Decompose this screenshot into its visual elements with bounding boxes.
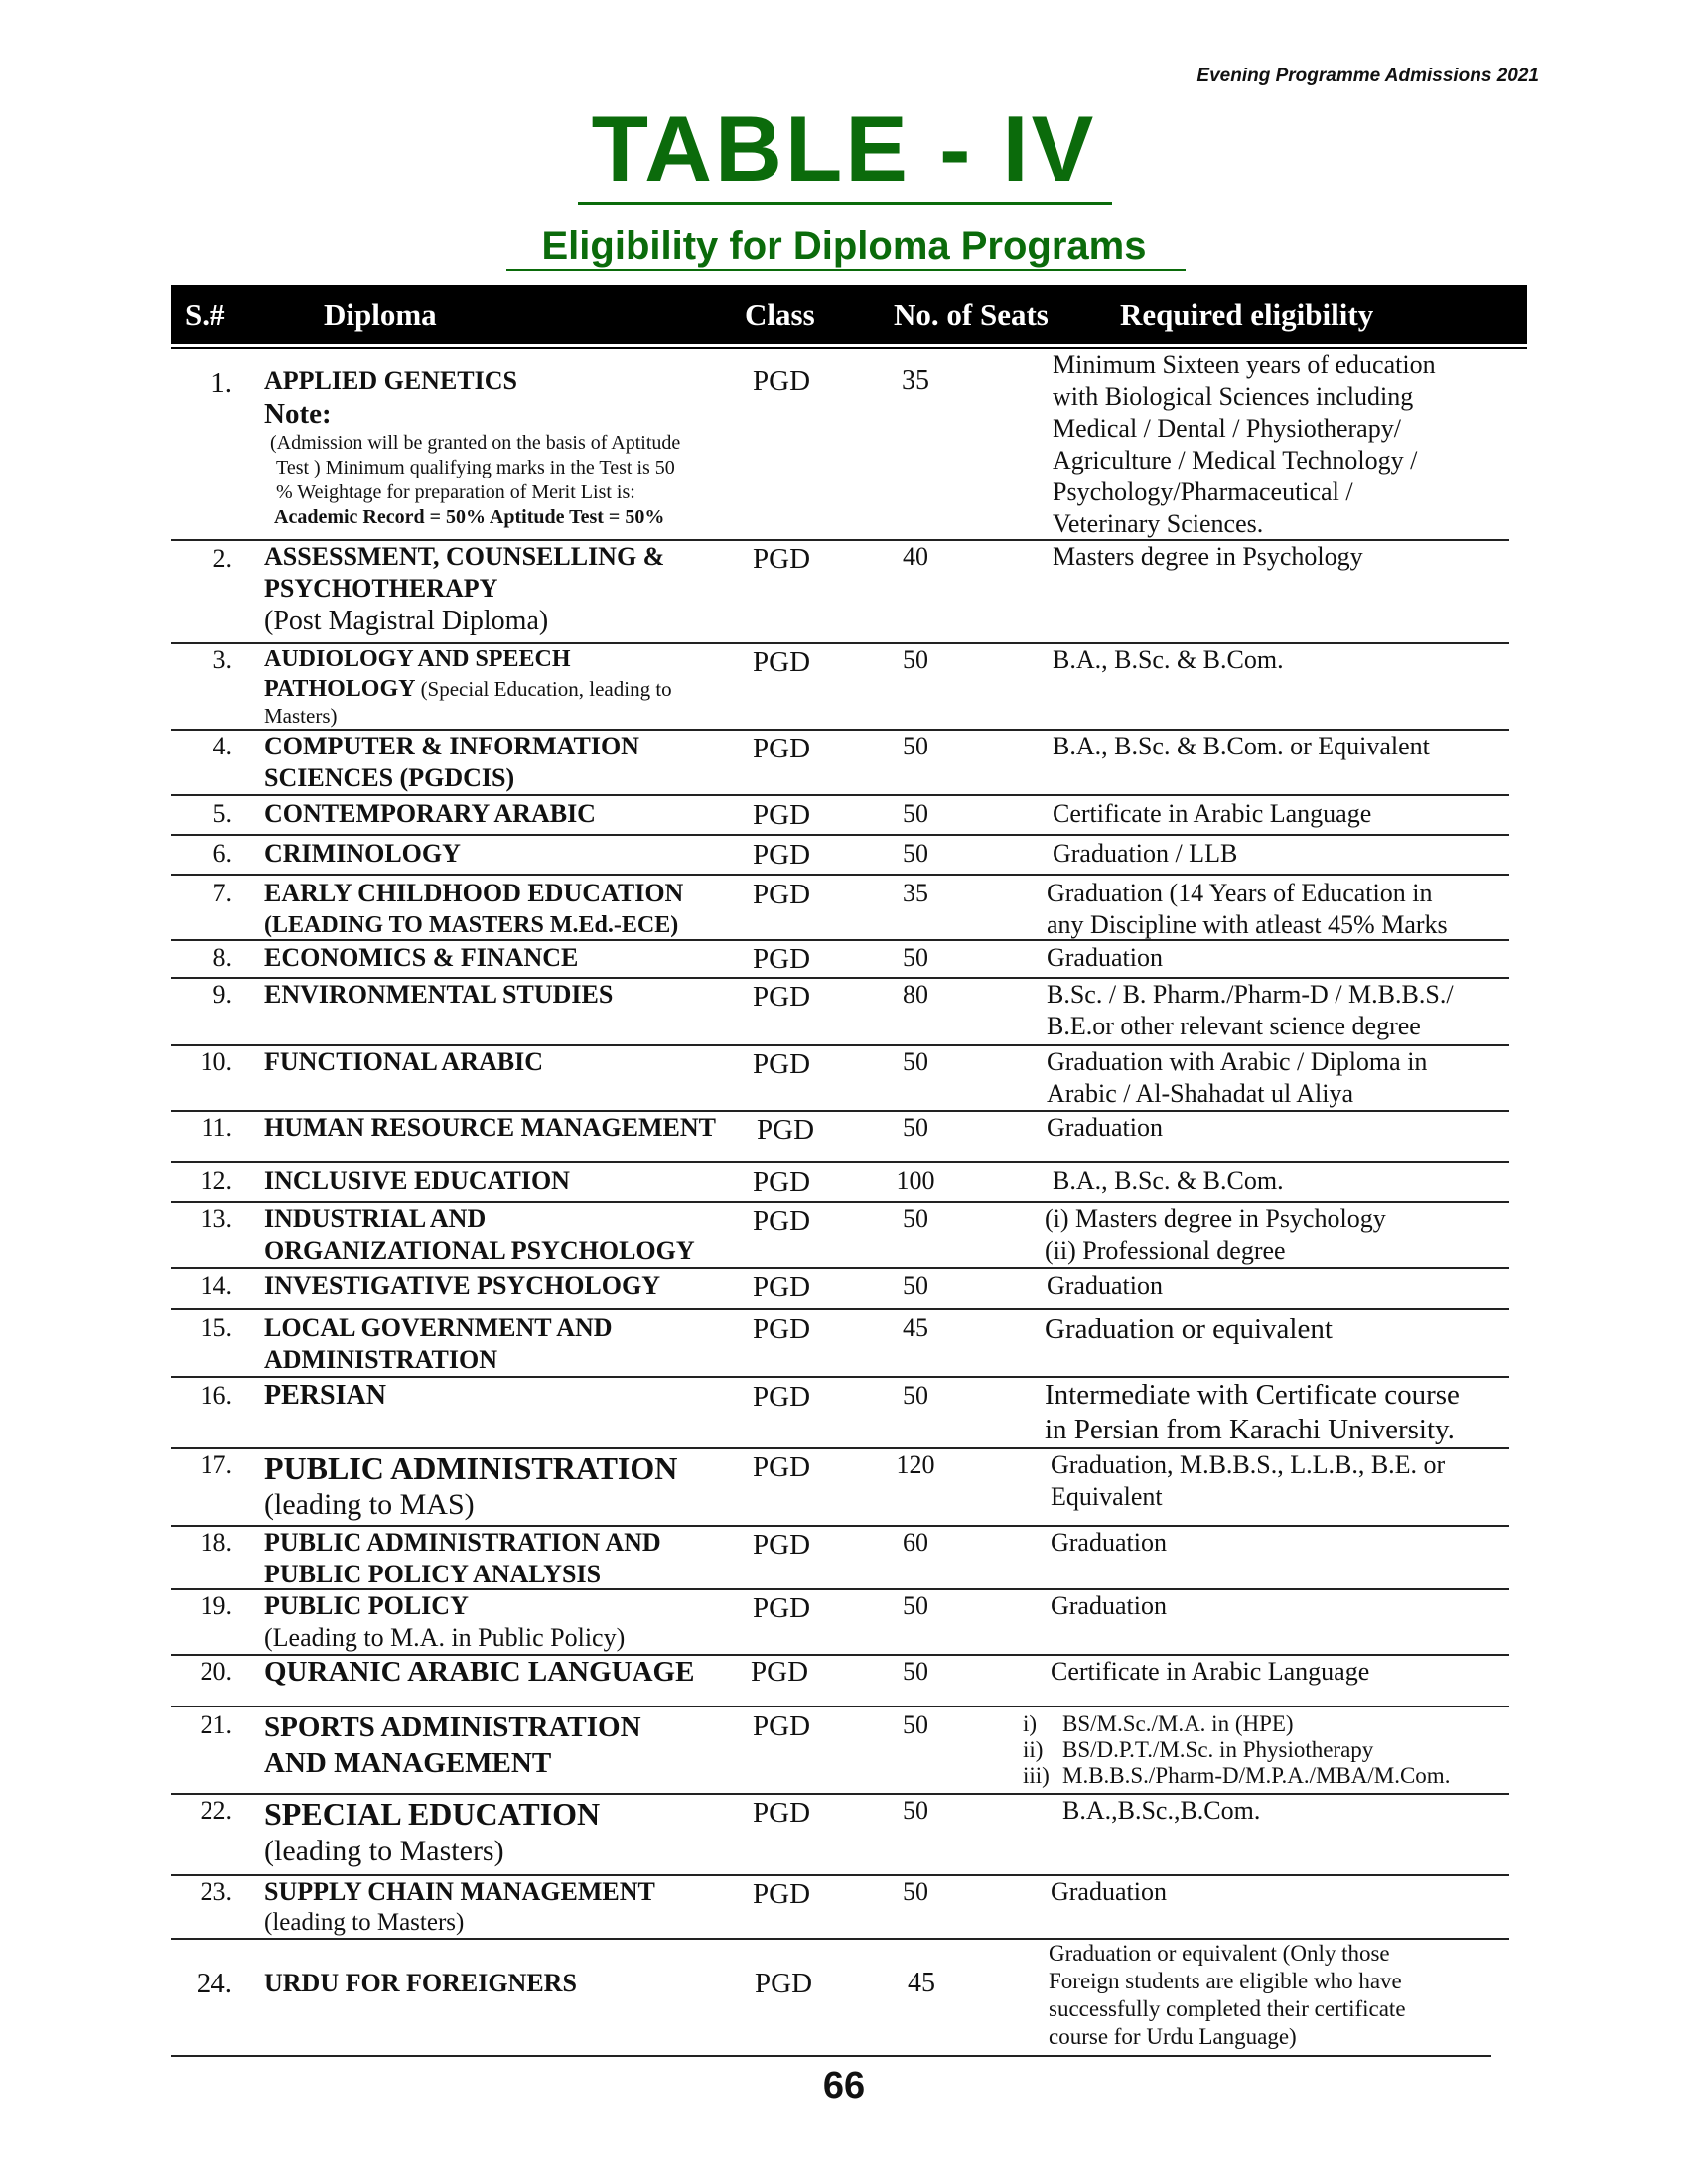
diploma-title: PUBLIC POLICY ANALYSIS <box>264 1560 602 1588</box>
row-serial: 17. <box>200 1450 232 1479</box>
row-eligibility <box>1045 1378 1511 1447</box>
eligibility-line: with Biological Sciences including <box>1053 382 1414 411</box>
row-serial: 23. <box>200 1877 232 1906</box>
diploma-title: PUBLIC ADMINISTRATION <box>264 1450 678 1486</box>
row-serial: 12. <box>200 1166 232 1195</box>
row-class: PGD <box>755 1968 813 1999</box>
diploma-title: PUBLIC POLICY <box>264 1591 469 1620</box>
row-eligibility: Masters degree in Psychology <box>1053 542 1363 571</box>
table-row <box>171 1707 1509 1795</box>
row-diploma: ECONOMICS & FINANCE <box>264 943 579 972</box>
row-class: PGD <box>753 1529 811 1561</box>
table-row <box>171 876 1509 941</box>
row-eligibility: B.A.,B.Sc.,B.Com. <box>1062 1796 1261 1825</box>
eligibility-line: Graduation or equivalent (Only those <box>1049 1941 1390 1966</box>
row-serial: 20. <box>200 1657 232 1686</box>
programme-header-note: Evening Programme Admissions 2021 <box>1196 66 1539 86</box>
row-seats: 50 <box>903 1657 928 1686</box>
row-seats: 50 <box>903 1204 928 1233</box>
eligibility-line: Equivalent <box>1051 1482 1163 1511</box>
diploma-subtitle: (Leading to M.A. in Public Policy) <box>264 1623 626 1652</box>
diploma-title: PSYCHOTHERAPY <box>264 574 498 603</box>
row-seats: 35 <box>902 365 929 396</box>
row-seats: 50 <box>903 1796 928 1825</box>
table-row <box>171 1590 1509 1656</box>
row-serial: 13. <box>200 1204 232 1233</box>
row-seats: 50 <box>903 645 928 674</box>
eligibility-line: Foreign students are eligible who have <box>1049 1969 1402 1993</box>
diploma-title: SCIENCES (PGDCIS) <box>264 763 515 792</box>
table-row <box>171 1046 1509 1112</box>
eligibility-item: ii) BS/D.P.T./M.Sc. in Physiotherapy <box>1023 1737 1374 1762</box>
note-line: % Weightage for preparation of Merit List is: <box>276 481 635 503</box>
row-eligibility: B.A., B.Sc. & B.Com. or Equivalent <box>1053 732 1430 760</box>
diploma-title: SPORTS ADMINISTRATION <box>264 1711 641 1743</box>
eligibility-line: Agriculture / Medical Technology / <box>1053 446 1418 475</box>
row-eligibility: B.A., B.Sc. & B.Com. <box>1053 645 1284 674</box>
diploma-title: PATHOLOGY <box>264 676 415 702</box>
row-class: PGD <box>753 879 811 910</box>
table-row <box>171 796 1509 836</box>
eligibility-line: Medical / Dental / Physiotherapy/ <box>1053 414 1401 443</box>
eligibility-line: course for Urdu Language) <box>1049 2024 1297 2049</box>
row-seats: 50 <box>903 1047 928 1076</box>
row-eligibility: Graduation <box>1047 1113 1163 1142</box>
row-seats: 45 <box>903 1313 928 1342</box>
eligibility-line: (i) Masters degree in Psychology <box>1045 1204 1386 1233</box>
table-row <box>171 1378 1509 1449</box>
diploma-title: ASSESSMENT, COUNSELLING & <box>264 542 665 571</box>
table-row <box>171 1112 1509 1163</box>
row-serial: 24. <box>196 1968 232 1999</box>
row-serial: 3. <box>212 645 232 674</box>
row-seats: 35 <box>903 879 928 907</box>
row-seats: 120 <box>896 1450 935 1479</box>
diploma-title: SPECIAL EDUCATION <box>264 1796 601 1832</box>
eligibility-item: i) BS/M.Sc./M.A. in (HPE) <box>1023 1711 1294 1736</box>
row-class: PGD <box>753 1878 811 1910</box>
subtitle-underline <box>506 269 1186 271</box>
eligibility-line: Veterinary Sciences. <box>1053 509 1264 538</box>
row-seats: 60 <box>903 1528 928 1557</box>
diploma-subtitle: (leading to Masters) <box>264 1835 504 1867</box>
table-row <box>171 541 1509 644</box>
row-serial: 21. <box>200 1710 232 1739</box>
row-class: PGD <box>753 365 811 397</box>
row-eligibility: Certificate in Arabic Language <box>1053 799 1372 828</box>
row-eligibility <box>1023 1711 1519 1789</box>
title-underline <box>578 202 1112 205</box>
row-seats: 50 <box>903 1113 928 1142</box>
table-row <box>171 349 1509 541</box>
row-diploma: QURANIC ARABIC LANGUAGE <box>264 1656 695 1688</box>
row-seats: 40 <box>903 542 928 571</box>
row-serial: 9. <box>212 980 232 1009</box>
row-seats: 50 <box>903 1877 928 1906</box>
row-eligibility <box>1047 979 1513 1042</box>
eligibility-line: Arabic / Al-Shahadat ul Aliya <box>1047 1079 1354 1108</box>
note-line: (Admission will be granted on the basis of Aptitude <box>270 432 681 454</box>
diploma-title: EARLY CHILDHOOD EDUCATION <box>264 879 684 907</box>
eligibility-line: Graduation (14 Years of Education in <box>1047 879 1433 907</box>
diploma-subtitle: Masters) <box>264 704 338 728</box>
diploma-title: INDUSTRIAL AND <box>264 1204 487 1233</box>
row-serial: 8. <box>212 943 232 972</box>
note-line: Test ) Minimum qualifying marks in the Test is 50 <box>276 457 675 478</box>
column-header-seats: No. of Seats <box>894 297 1049 332</box>
diploma-title: APPLIED GENETICS <box>264 366 517 395</box>
eligibility-line: Psychology/Pharmaceutical / <box>1053 478 1353 506</box>
row-serial: 2. <box>212 544 232 573</box>
row-seats: 50 <box>903 799 928 828</box>
row-diploma: CRIMINOLOGY <box>264 839 461 868</box>
row-eligibility <box>1051 1449 1517 1513</box>
page-subtitle: Eligibility for Diploma Programs <box>541 224 1147 268</box>
diploma-title: PUBLIC ADMINISTRATION AND <box>264 1528 661 1557</box>
eligibility-line: Graduation, M.B.B.S., L.L.B., B.E. or <box>1051 1450 1446 1479</box>
table-row <box>171 1269 1509 1310</box>
row-class: PGD <box>753 1313 811 1345</box>
row-seats: 50 <box>903 1271 928 1299</box>
row-serial: 11. <box>201 1113 232 1142</box>
row-eligibility <box>1045 1203 1511 1267</box>
eligibility-item: iii) M.B.B.S./Pharm-D/M.P.A./MBA/M.Com. <box>1023 1763 1451 1788</box>
row-diploma: HUMAN RESOURCE MANAGEMENT <box>264 1113 716 1142</box>
row-serial: 18. <box>200 1528 232 1557</box>
row-class: PGD <box>753 733 811 764</box>
row-class: PGD <box>757 1114 815 1146</box>
row-class: PGD <box>753 981 811 1013</box>
table-row <box>171 979 1509 1046</box>
row-serial: 6. <box>212 839 232 868</box>
note-label: Note: <box>264 398 332 430</box>
row-eligibility: Certificate in Arabic Language <box>1051 1657 1370 1686</box>
table-row <box>171 1203 1509 1269</box>
eligibility-line: B.Sc. / B. Pharm./Pharm-D / M.B.B.S./ <box>1047 980 1454 1009</box>
column-header-sn: S.# <box>185 297 225 332</box>
row-eligibility: Graduation <box>1051 1591 1167 1620</box>
row-seats: 50 <box>903 839 928 868</box>
table-row <box>171 1656 1509 1707</box>
row-serial: 19. <box>200 1591 232 1620</box>
row-seats: 100 <box>896 1166 935 1195</box>
table-row <box>171 731 1509 796</box>
row-serial: 14. <box>200 1271 232 1299</box>
diploma-title: LOCAL GOVERNMENT AND <box>264 1313 613 1342</box>
row-serial: 5. <box>212 799 232 828</box>
row-class: PGD <box>751 1656 809 1688</box>
diploma-title: AUDIOLOGY AND SPEECH <box>264 646 571 672</box>
eligibility-line: B.E.or other relevant science degree <box>1047 1012 1421 1040</box>
row-eligibility: Graduation or equivalent <box>1045 1313 1333 1345</box>
row-class: PGD <box>753 646 811 678</box>
row-eligibility: Graduation <box>1051 1877 1167 1906</box>
table-row <box>171 941 1509 979</box>
row-class: PGD <box>753 1205 811 1237</box>
page-number: 66 <box>822 2065 866 2107</box>
row-eligibility <box>1053 349 1519 540</box>
row-class: PGD <box>753 1166 811 1198</box>
table-row <box>171 644 1509 731</box>
row-class: PGD <box>753 943 811 975</box>
table-row <box>171 1163 1509 1203</box>
eligibility-line: any Discipline with atleast 45% Marks <box>1047 910 1448 939</box>
diploma-title: (LEADING TO MASTERS M.Ed.-ECE) <box>264 912 679 938</box>
row-diploma: INCLUSIVE EDUCATION <box>264 1166 570 1195</box>
row-class: PGD <box>753 1048 811 1080</box>
diploma-title: SUPPLY CHAIN MANAGEMENT <box>264 1877 655 1906</box>
diploma-subtitle: (Post Magistral Diploma) <box>264 606 549 636</box>
table-row <box>171 1449 1509 1527</box>
eligibility-line: Minimum Sixteen years of education <box>1053 350 1436 379</box>
row-eligibility: B.A., B.Sc. & B.Com. <box>1053 1166 1284 1195</box>
row-class: PGD <box>753 1797 811 1829</box>
row-seats: 80 <box>903 980 928 1009</box>
note-weightage: Academic Record = 50% Aptitude Test = 50% <box>274 506 665 528</box>
diploma-subtitle: (leading to Masters) <box>264 1909 465 1936</box>
diploma-title: COMPUTER & INFORMATION <box>264 732 639 760</box>
diploma-title: AND MANAGEMENT <box>264 1747 552 1779</box>
eligibility-line: (ii) Professional degree <box>1045 1236 1286 1265</box>
diploma-subtitle: (leading to MAS) <box>264 1488 475 1521</box>
table-row <box>171 1795 1509 1876</box>
row-serial: 15. <box>200 1313 232 1342</box>
diploma-title: ADMINISTRATION <box>264 1345 497 1374</box>
row-seats: 50 <box>903 943 928 972</box>
column-header-diploma: Diploma <box>324 297 437 332</box>
row-eligibility: Graduation <box>1051 1528 1167 1557</box>
row-serial: 1. <box>211 367 232 399</box>
row-diploma: CONTEMPORARY ARABIC <box>264 799 596 828</box>
eligibility-line: in Persian from Karachi University. <box>1045 1414 1455 1445</box>
table-row <box>171 1310 1509 1378</box>
table-row <box>171 1876 1509 1940</box>
eligibility-line: Graduation with Arabic / Diploma in <box>1047 1047 1428 1076</box>
column-header-class: Class <box>745 297 815 332</box>
row-eligibility: Graduation / LLB <box>1053 839 1238 868</box>
row-seats: 50 <box>903 1381 928 1410</box>
row-diploma: ENVIRONMENTAL STUDIES <box>264 980 614 1009</box>
row-class: PGD <box>753 1592 811 1624</box>
column-header-eligibility: Required eligibility <box>1120 297 1374 332</box>
eligibility-line: Intermediate with Certificate course <box>1045 1379 1460 1411</box>
row-class: PGD <box>753 543 811 575</box>
row-class: PGD <box>753 1451 811 1483</box>
row-eligibility <box>1049 1940 1515 2051</box>
row-serial: 22. <box>200 1796 232 1825</box>
row-class: PGD <box>753 839 811 871</box>
diploma-subtitle: (Special Education, leading to <box>420 677 672 701</box>
diploma-title: ORGANIZATIONAL PSYCHOLOGY <box>264 1236 695 1265</box>
row-eligibility: Graduation <box>1047 1271 1163 1299</box>
row-class: PGD <box>753 1710 811 1742</box>
row-serial: 10. <box>200 1047 232 1076</box>
row-diploma: PERSIAN <box>264 1380 386 1411</box>
row-seats: 50 <box>903 1591 928 1620</box>
eligibility-line: successfully completed their certificate <box>1049 1996 1406 2021</box>
row-diploma: FUNCTIONAL ARABIC <box>264 1047 543 1076</box>
row-eligibility: Graduation <box>1047 943 1163 972</box>
row-class: PGD <box>753 1381 811 1413</box>
row-seats: 50 <box>903 1710 928 1739</box>
row-class: PGD <box>753 1271 811 1302</box>
row-diploma: URDU FOR FOREIGNERS <box>264 1969 577 1997</box>
row-seats: 50 <box>903 732 928 760</box>
table-header <box>171 285 1527 344</box>
row-serial: 7. <box>212 879 232 907</box>
row-seats: 45 <box>908 1968 935 1998</box>
table-row <box>171 836 1509 876</box>
row-eligibility <box>1047 1046 1513 1110</box>
row-serial: 16. <box>200 1381 232 1410</box>
table-row <box>171 1527 1509 1590</box>
table-row <box>171 1940 1491 2057</box>
row-eligibility <box>1047 878 1513 941</box>
page-title: TABLE - IV <box>591 96 1097 201</box>
row-class: PGD <box>753 799 811 831</box>
row-diploma: INVESTIGATIVE PSYCHOLOGY <box>264 1271 660 1299</box>
row-serial: 4. <box>212 732 232 760</box>
